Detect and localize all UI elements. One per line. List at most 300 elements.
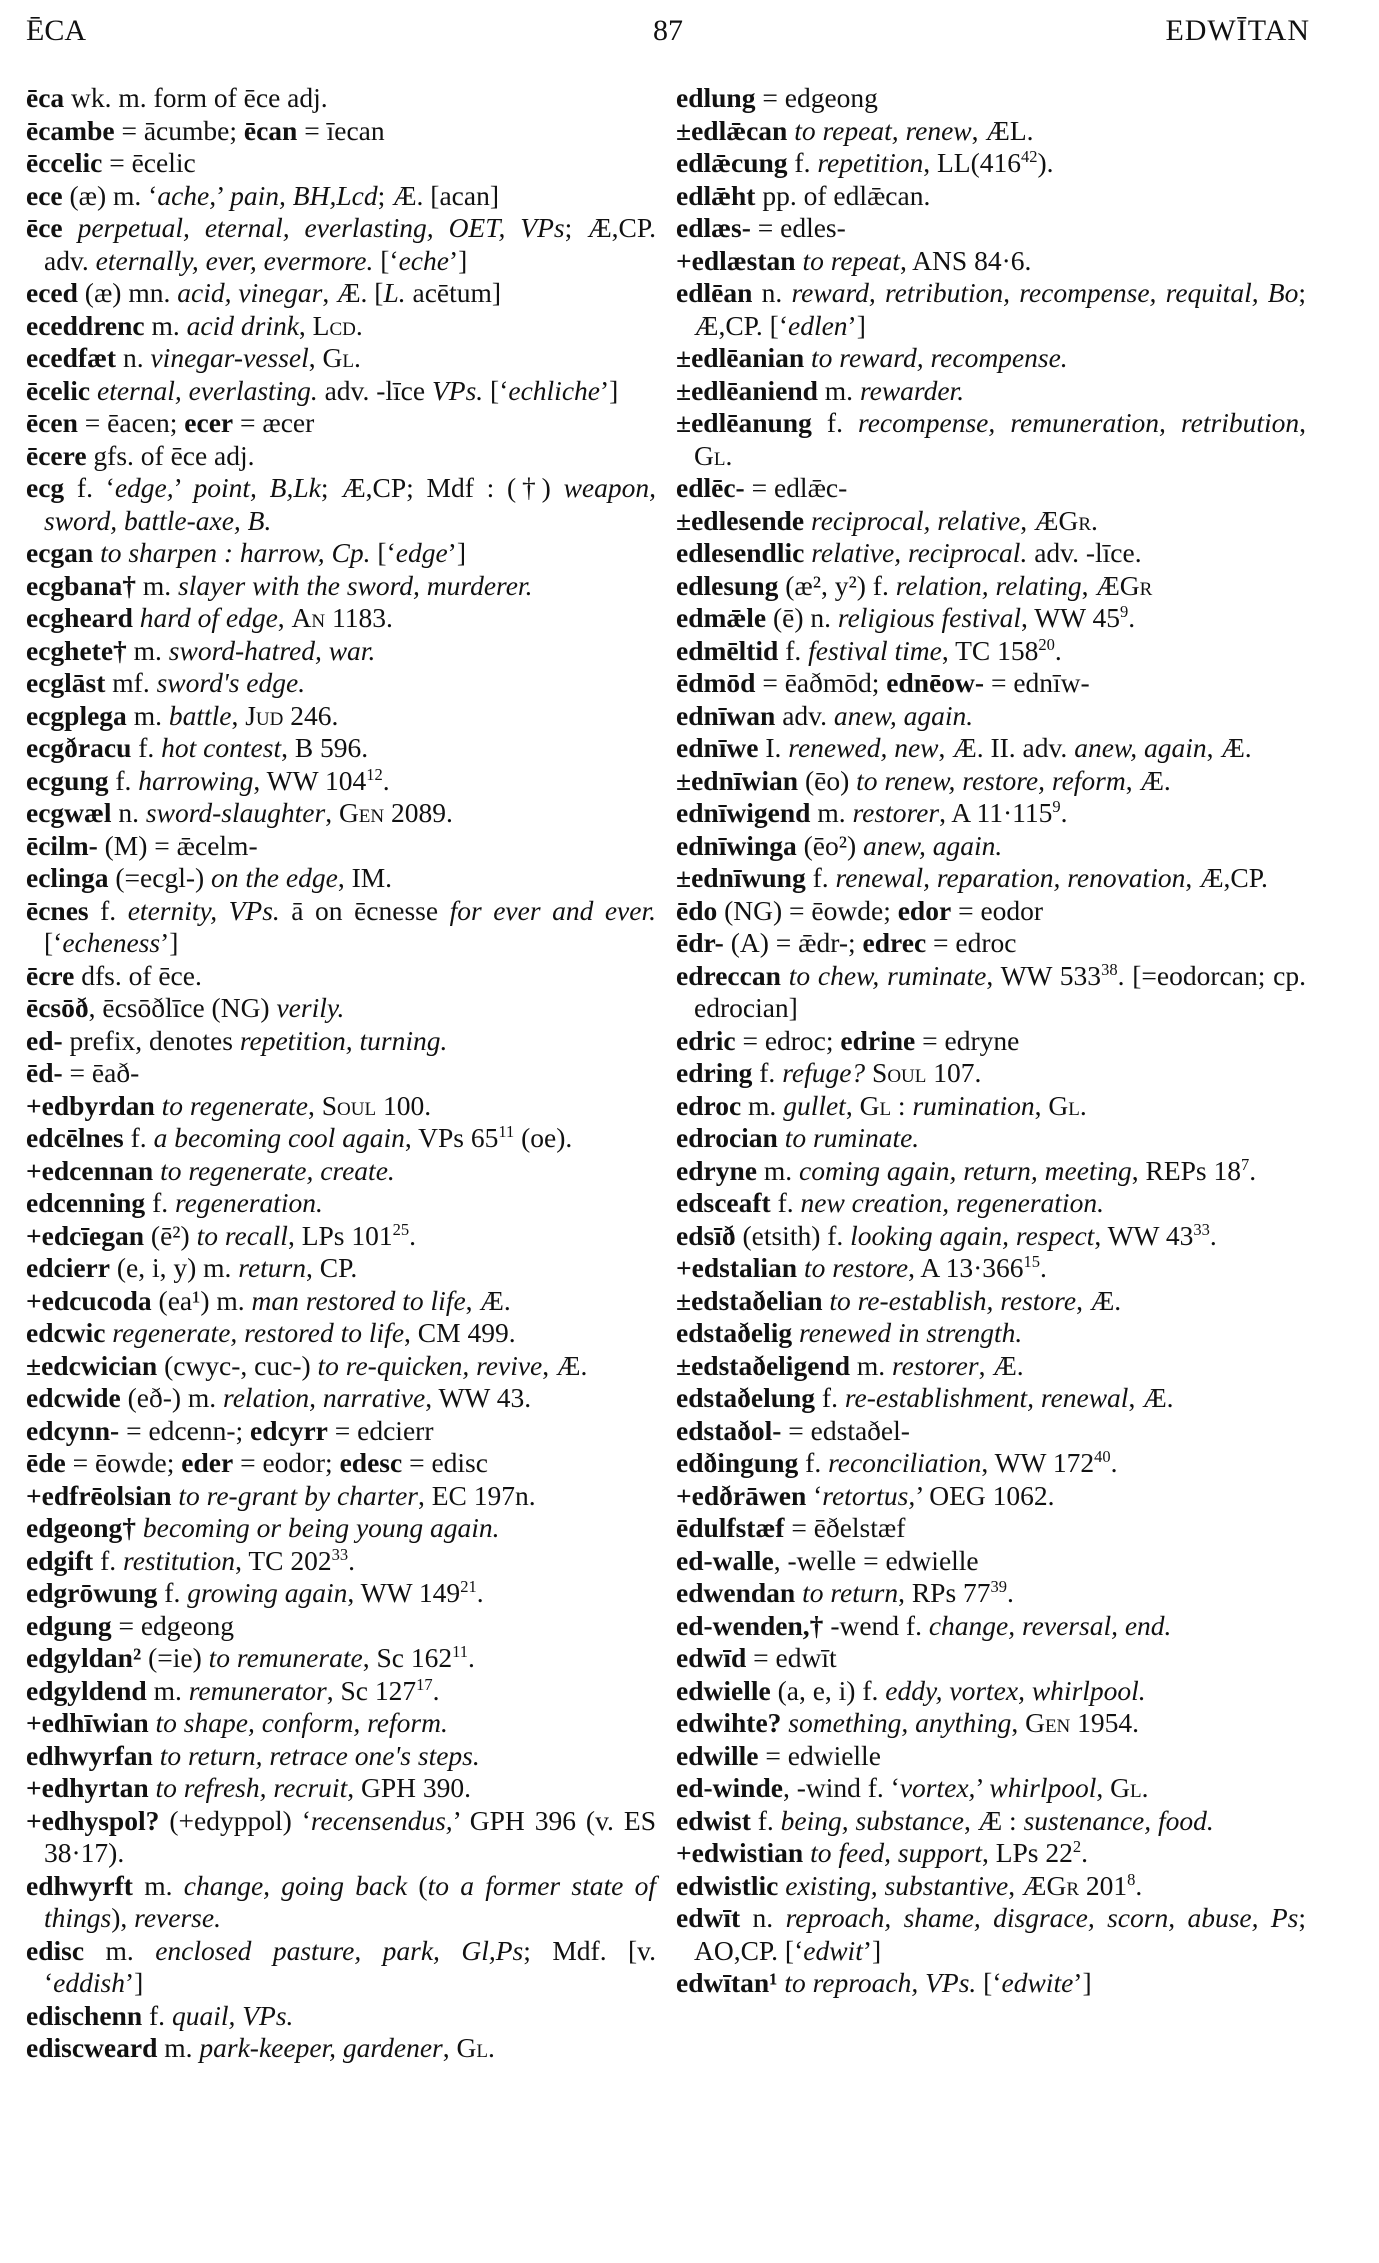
headword: edsīð (676, 1219, 736, 1251)
entry-text: ’] (448, 244, 468, 276)
definition-text: regenerate, restored to life (112, 1317, 405, 1348)
entry-text: f. (770, 1187, 801, 1218)
definition-text: on the edge (211, 862, 338, 893)
headword: +edcennan (26, 1154, 154, 1186)
entry-text (781, 960, 789, 991)
definition-text: restitution (123, 1544, 236, 1576)
superscript-ref: 12 (366, 764, 383, 784)
headword: edrocian (676, 1122, 778, 1153)
entry-text: n. (116, 342, 151, 373)
headword: ±edcwician (26, 1349, 158, 1381)
superscript-ref: 42 (1021, 146, 1038, 166)
headword: +edfrēolsian (26, 1479, 172, 1511)
headword: +edlæstan (676, 244, 796, 276)
definition-text: to re-quicken, revive (317, 1349, 543, 1381)
source-abbrev: Lcd (312, 309, 356, 341)
superscript-ref: 33 (1193, 1219, 1210, 1239)
entry-text: = edryne (915, 1024, 1020, 1056)
definition-text: acid, vinegar (177, 277, 323, 308)
entry-text: gfs. of ēce adj. (86, 439, 255, 471)
entry-text: , Æ. (465, 1284, 511, 1316)
entry-text: , (1096, 1772, 1111, 1803)
dictionary-entry (676, 1740, 1306, 1773)
entry-text: , -wind f. ‘ (782, 1772, 900, 1803)
superscript-ref: 17 (416, 1674, 433, 1694)
dictionary-entry (26, 1642, 656, 1675)
entry-text: 1183. (325, 602, 393, 633)
definition-text: repetition, turning. (239, 1024, 448, 1056)
dictionary-entry (26, 1512, 656, 1545)
entry-text: (ēo) (798, 764, 857, 796)
entry-text: = edcenn-; (119, 1414, 251, 1446)
entry-text: I. (758, 732, 789, 763)
entry-text: ’] (847, 309, 866, 341)
definition-text: park-keeper, gardener (199, 2032, 443, 2063)
headword: ed-walle (676, 1544, 774, 1576)
dictionary-entry (26, 1772, 656, 1805)
entry-text (155, 1090, 162, 1121)
dictionary-entry (26, 700, 656, 733)
entry-text (133, 602, 140, 633)
headword: ēdo (676, 894, 718, 926)
headword: edcēlnes (26, 1122, 124, 1153)
source-abbrev: Gl (322, 342, 354, 373)
definition-text: to feed, support (810, 1837, 982, 1868)
entry-text: (etsith) f. (735, 1219, 851, 1251)
dictionary-entry (26, 82, 656, 115)
entry-text: ’ OEG 1062. (915, 1479, 1055, 1511)
entry-text: [‘ (483, 374, 509, 406)
entry-text: f. (798, 1447, 829, 1478)
entry-text: , (231, 699, 246, 731)
entry-text: (ea¹) m. (151, 1284, 252, 1316)
entry-text: = æcer (233, 407, 315, 438)
headword: ±edlēanung (676, 407, 812, 438)
entry-text: , RPs 77 (898, 1577, 991, 1608)
dictionary-entry (26, 1187, 656, 1220)
dictionary-entry (676, 1642, 1306, 1675)
page-number: 87 (653, 14, 683, 47)
headword: edstaðol- (676, 1414, 782, 1446)
dictionary-entry (676, 830, 1306, 863)
entry-text: m. (132, 1869, 184, 1901)
definition-text: religious festival (837, 602, 1021, 633)
entry-text: = edstaðel- (781, 1414, 910, 1446)
entry-text: ; Æ,CP; Mdf : (†) (320, 472, 564, 503)
dictionary-entry (26, 147, 656, 180)
definition-text: renewed, new (788, 732, 939, 763)
entry-text: pp. of edlǣcan. (755, 179, 931, 211)
definition-text: eddy, vortex, whirlpool. (885, 1674, 1146, 1706)
entry-text: ’] (599, 374, 619, 406)
header-last-entry: EDWĪTAN (1165, 14, 1310, 47)
dictionary-entry (26, 1675, 656, 1708)
entry-text: = edgeong (111, 1609, 235, 1641)
headword: edcwic (26, 1317, 106, 1348)
entry-text: , WW 533 (986, 959, 1102, 991)
headword: ēdmōd (676, 667, 756, 698)
headword: edwīt (676, 1902, 741, 1933)
definition-text: to repeat, renew (794, 114, 972, 146)
headword: edring (676, 1057, 753, 1088)
entry-text: ; Æ,CP. [‘ (694, 277, 1306, 341)
entry-text: f. (752, 1057, 783, 1088)
dictionary-entry (676, 375, 1306, 408)
definition-text: regeneration. (174, 1187, 323, 1218)
definition-text: to a former state of things (44, 1869, 656, 1933)
definition-text: repetition (817, 147, 924, 178)
dictionary-entry (26, 602, 656, 635)
headword: edric (676, 1024, 736, 1056)
definition-text: to reward, recompense. (811, 342, 1068, 373)
headword: edðingung (676, 1447, 799, 1478)
headword: edwist (676, 1804, 751, 1836)
entry-text: . (1039, 1252, 1047, 1283)
definition-text: a becoming cool again (153, 1122, 405, 1153)
entry-text: [‘ (370, 537, 396, 568)
entry-text: f. (108, 764, 139, 796)
entry-text: -wend f. (823, 1609, 929, 1641)
definition-text: anew, again. (863, 829, 1003, 861)
headword: +edbyrdan (26, 1089, 155, 1121)
dictionary-entry (26, 1252, 656, 1285)
definition-text: weapon, sword, battle-axe, B. (44, 472, 656, 536)
definition-text: return (238, 1252, 307, 1283)
headword: edlēan (676, 277, 753, 308)
definition-text: being, substance (780, 1804, 964, 1836)
definition-text: whirlpool (989, 1772, 1097, 1803)
headword: ēd- (26, 1057, 63, 1088)
entry-text: , WW 45 (1020, 602, 1121, 633)
entry-text: . (432, 1674, 440, 1706)
entry-text: n. (111, 797, 146, 828)
superscript-ref: 8 (1127, 1869, 1136, 1889)
entry-text: f. (815, 1382, 845, 1413)
definition-text: reciprocal, relative (811, 504, 1021, 536)
headword: edwielle (676, 1674, 771, 1706)
headword: ecghete† (26, 634, 127, 666)
entry-text: = ēðelstæf (784, 1512, 906, 1543)
entry-text: , REPs 18 (1131, 1154, 1242, 1186)
entry-text: , Æ. (1206, 732, 1252, 763)
superscript-ref: 9 (1052, 796, 1061, 816)
definition-text: relation, relating (895, 569, 1082, 601)
entry-text: = ēacen; (77, 407, 185, 438)
entry-text: . (1060, 797, 1068, 828)
dictionary-entry (676, 1090, 1306, 1123)
dictionary-entry (26, 407, 656, 440)
headword: ednēow- (886, 667, 985, 698)
definition-text: for ever and ever. (449, 894, 656, 926)
headword: edisc (26, 1934, 85, 1966)
entry-text: = ācumbe; (114, 114, 244, 146)
entry-text: , (1011, 1707, 1026, 1738)
dictionary-entry (676, 472, 1306, 505)
entry-text: 246. (283, 699, 339, 731)
entry-text: . (1209, 1219, 1217, 1251)
headword: edreccan (676, 959, 781, 991)
entry-text: , Sc 127 (326, 1674, 417, 1706)
dictionary-entry (676, 505, 1306, 538)
entry-text: (oe). (514, 1122, 573, 1153)
definition-text: reconciliation (828, 1447, 982, 1478)
entry-text: (ē) n. (766, 602, 838, 633)
entry-text: 2089. (384, 797, 453, 828)
entry-text: . (348, 1544, 355, 1576)
headword: edroc (676, 1089, 742, 1121)
definition-text: to return (802, 1577, 899, 1608)
entry-text: , Æ (1020, 504, 1059, 536)
definition-text: edge (395, 537, 448, 568)
definition-text: to return, retrace one's steps. (159, 1739, 480, 1771)
entry-text: , Æ. (542, 1349, 588, 1381)
entry-text: . (467, 1642, 475, 1673)
headword: edlung (676, 82, 756, 113)
definition-text: edge, (114, 472, 174, 503)
headword: ēce (26, 212, 63, 243)
headword: ±edstaðelian (676, 1284, 823, 1316)
definition-text: reverse. (134, 1902, 221, 1933)
dictionary-entry (26, 1870, 656, 1935)
entry-text (778, 1122, 785, 1153)
entry-text: = eodor; (233, 1447, 340, 1478)
definition-text: recensendus, (310, 1804, 453, 1836)
headword: edcenning (26, 1187, 146, 1218)
headword: edmǣle (676, 602, 767, 633)
definition-text: sword-slaughter (145, 797, 326, 828)
superscript-ref: 20 (1038, 634, 1055, 654)
definition-text: looking again, respect (850, 1219, 1095, 1251)
entry-text: , (845, 1089, 860, 1121)
entry-text: , ANS 84·6. (899, 244, 1032, 276)
entry-text: (ē²) (144, 1219, 197, 1251)
headword: ēcre (26, 959, 75, 991)
entry-text: , Æ : (963, 1804, 1024, 1836)
definition-text: quail, VPs. (171, 1999, 294, 2031)
entry-text: f. (811, 407, 859, 438)
entry-text: , LL(416 (923, 147, 1022, 178)
entry-text: . (355, 309, 363, 341)
headword: ecg (26, 472, 65, 503)
definition-text: change, reversal, end. (928, 1609, 1172, 1641)
entry-text: n. (752, 277, 792, 308)
dictionary-entry (676, 342, 1306, 375)
headword: ece (26, 179, 63, 211)
definition-text: echliche (508, 374, 600, 406)
entry-text: [‘ (976, 1967, 1002, 1998)
entry-text: 1954. (1070, 1707, 1140, 1738)
definition-text: something, anything (788, 1707, 1012, 1738)
headword: ednīwe (676, 732, 759, 763)
entry-text: , Æ. (978, 1349, 1024, 1381)
superscript-ref: 11 (452, 1641, 468, 1661)
entry-text: , B 596. (281, 732, 369, 763)
headword: +edcucoda (26, 1284, 152, 1316)
headword: ednīwan (676, 699, 776, 731)
source-abbrev: Gr (1119, 569, 1153, 601)
headword: ēca (26, 82, 65, 113)
header-first-entry: ĒCA (26, 14, 86, 47)
entry-text (153, 1740, 160, 1771)
headword: edgrōwung (26, 1577, 158, 1608)
dictionary-entry (676, 1187, 1306, 1220)
definition-text: enclosed pasture, park, Gl,Ps (155, 1934, 524, 1966)
definition-text: vinegar-vessel (150, 342, 309, 373)
entry-text: , IM. (337, 862, 393, 893)
headword: edryne (676, 1154, 757, 1186)
headword: edgift (26, 1544, 94, 1576)
definition-text: refuge? (782, 1057, 866, 1088)
dictionary-entry (676, 570, 1306, 603)
dictionary-entry (26, 895, 656, 960)
headword: edgeong† (26, 1512, 136, 1543)
dictionary-entry (676, 1480, 1306, 1513)
headword: edwendan (676, 1577, 796, 1608)
definition-text: new creation, regeneration. (800, 1187, 1104, 1218)
dictionary-entry (26, 1707, 656, 1740)
headword: ēde (26, 1447, 66, 1478)
headword: eclinga (26, 862, 109, 893)
entry-text: , (1299, 407, 1306, 438)
dictionary-entry (676, 1252, 1306, 1285)
entry-text: f. (123, 1122, 154, 1153)
dictionary-entry (26, 115, 656, 148)
headword: edrec (862, 927, 927, 958)
entry-text: f. (787, 147, 818, 178)
dictionary-entry (26, 1155, 656, 1188)
dictionary-entry (26, 765, 656, 798)
source-abbrev: An (291, 602, 326, 633)
headword: ēcelic (26, 374, 91, 406)
entry-text: = edlǣc- (744, 472, 848, 503)
entry-text: , Æ (1081, 569, 1120, 601)
superscript-ref: 39 (990, 1576, 1008, 1596)
entry-text: m. (146, 1674, 189, 1706)
dictionary-entry (676, 635, 1306, 668)
headword: edcynn- (26, 1414, 120, 1446)
entry-text: ’ GPH 396 (v. ES 38·17). (44, 1804, 656, 1868)
dictionary-entry (26, 732, 656, 765)
definition-text: to ruminate. (784, 1122, 920, 1153)
headword: +edcīegan (26, 1219, 145, 1251)
dictionary-entry (26, 1122, 656, 1155)
entry-text: , Æ. (1125, 764, 1171, 796)
definition-text: restorer (892, 1349, 979, 1381)
entry-text: ; AO,CP. [‘ (694, 1902, 1307, 1966)
entry-text: . (1249, 1154, 1257, 1186)
entry-text (797, 1252, 804, 1283)
entry-text: f. (145, 1187, 175, 1218)
dictionary-entry (676, 765, 1306, 798)
definition-text: eche (398, 244, 449, 276)
headword: ±edlēanian (676, 342, 805, 373)
dictionary-entry (26, 277, 656, 310)
dictionary-entry (676, 895, 1306, 928)
entry-text: , Æ. II. adv. (938, 732, 1075, 763)
headword: ±edlēaniend (676, 374, 818, 406)
dictionary-entry (676, 1220, 1306, 1253)
entry-text: m. (741, 1089, 784, 1121)
dictionary-entry (26, 375, 656, 408)
dictionary-entry (26, 310, 656, 343)
entry-text: = ēcelic (102, 147, 196, 178)
dictionary-entry (26, 440, 656, 473)
dictionary-entry (676, 1707, 1306, 1740)
entry-text: ‘ (806, 1479, 823, 1511)
definition-text: reward, retribution, recompense, requital, Bo (791, 277, 1299, 308)
entry-text: (æ², y²) f. (778, 569, 896, 601)
dictionary-entry (26, 1350, 656, 1383)
headword: +edhyrtan (26, 1772, 149, 1803)
entry-text: = edroc (926, 927, 1017, 958)
entry-text: . (725, 439, 733, 471)
headword: +edðrāwen (676, 1479, 807, 1511)
definition-text: to renew, restore, reform (856, 764, 1126, 796)
dictionary-entry (676, 732, 1306, 765)
entry-text: . [=eodorcan; cp. edrocian] (694, 959, 1306, 1023)
definition-text: to re-grant by charter (178, 1479, 418, 1511)
headword: ēcnes (26, 894, 89, 926)
dictionary-entry (676, 245, 1306, 278)
superscript-ref: 11 (498, 1121, 515, 1141)
page-header (26, 14, 1310, 54)
headword: ēcan (243, 114, 298, 146)
source-abbrev: Gl (1110, 1772, 1142, 1803)
definition-text: harrowing (138, 764, 254, 796)
headword: eceddrenc (26, 309, 145, 341)
definition-text: to regenerate (161, 1089, 309, 1121)
headword: ēcen (26, 407, 78, 438)
entry-text: . (1007, 1577, 1014, 1608)
dictionary-entry (26, 1220, 656, 1253)
headword: edwītan¹ (676, 1967, 778, 1998)
definition-text: recompense, remuneration, retribution (858, 407, 1300, 438)
source-abbrev: Soul (321, 1089, 377, 1121)
definition-text: eternal, everlasting. (96, 374, 318, 406)
entry-text: (M) = ǣcelm- (97, 829, 258, 861)
dictionary-entry (26, 1415, 656, 1448)
dictionary-entry (676, 1967, 1306, 2000)
entry-text: 107. (926, 1057, 982, 1088)
definition-text: to shape, conform, reform. (155, 1707, 448, 1738)
entry-text: , LPs 101 (287, 1219, 393, 1251)
dictionary-entry (676, 1122, 1306, 1155)
headword: ednīwinga (676, 829, 797, 861)
headword: edwistlic (676, 1869, 779, 1901)
headword: +edhyspol? (26, 1804, 160, 1836)
dictionary-entry (26, 1935, 656, 2000)
entry-text: = ēaðmōd; (755, 667, 887, 698)
definition-text: anew, again. (833, 699, 974, 731)
headword: ecgung (26, 764, 109, 796)
definition-text: to regenerate, create. (160, 1154, 395, 1186)
dictionary-entry (26, 1545, 656, 1578)
dictionary-entry (676, 1382, 1306, 1415)
dictionary-entry (26, 1090, 656, 1123)
entry-text: prefix, denotes (62, 1024, 240, 1056)
headword: edlesung (676, 569, 779, 601)
headword: ed-winde (676, 1772, 783, 1803)
entry-text: , ÆL. (971, 114, 1034, 146)
source-abbrev: Gl (1048, 1089, 1080, 1121)
headword: ±edlesende (676, 504, 805, 536)
entry-text: ’] (862, 1934, 882, 1966)
entry-text: f. (157, 1577, 188, 1608)
entry-text: f. (805, 862, 836, 893)
definition-text: growing again (187, 1577, 348, 1608)
dictionary-entry (26, 1382, 656, 1415)
definition-text: eternally, ever, evermore. (95, 244, 374, 276)
